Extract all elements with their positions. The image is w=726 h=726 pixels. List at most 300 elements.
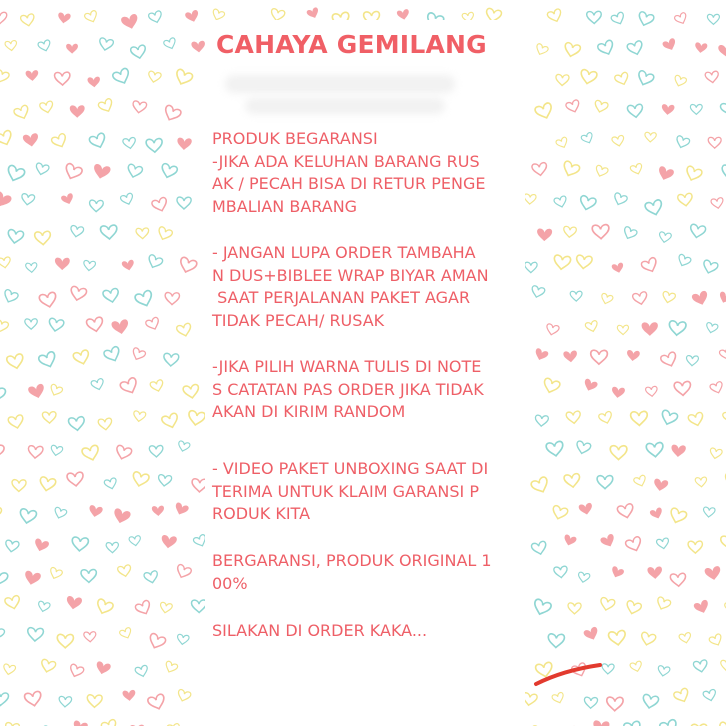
heart-icon bbox=[0, 570, 8, 587]
heart-icon bbox=[34, 163, 49, 177]
heart-icon bbox=[25, 319, 38, 330]
heart-icon bbox=[177, 137, 192, 150]
heart-icon bbox=[695, 477, 707, 487]
heart-icon bbox=[5, 165, 25, 184]
heart-icon bbox=[89, 132, 108, 150]
text-line: - JANGAN LUPA ORDER TAMBAHA bbox=[212, 243, 476, 262]
heart-icon bbox=[162, 104, 182, 123]
heart-icon bbox=[48, 318, 65, 333]
heart-icon bbox=[23, 570, 41, 586]
heart-icon bbox=[54, 72, 70, 85]
heart-icon bbox=[617, 503, 635, 519]
text-line: AKAN DI KIRIM RANDOM bbox=[212, 402, 406, 421]
text-line: TIDAK PECAH/ RUSAK bbox=[212, 310, 385, 330]
heart-icon bbox=[63, 163, 83, 182]
warranty-notice bbox=[212, 128, 485, 218]
heart-icon bbox=[551, 692, 565, 705]
heart-icon bbox=[69, 286, 87, 302]
heart-icon bbox=[612, 192, 628, 207]
heart-icon bbox=[565, 99, 581, 114]
heart-icon bbox=[81, 569, 97, 582]
heart-icon bbox=[102, 288, 120, 304]
heart-icon bbox=[644, 199, 664, 217]
heart-icon bbox=[152, 506, 165, 517]
heart-icon bbox=[98, 418, 113, 431]
heart-icon bbox=[722, 410, 726, 424]
heart-icon bbox=[51, 133, 69, 150]
heart-icon bbox=[611, 135, 625, 147]
heart-icon bbox=[584, 697, 598, 709]
heart-icon bbox=[679, 632, 692, 644]
heart-icon bbox=[563, 350, 578, 363]
heart-icon bbox=[675, 135, 691, 149]
heart-icon bbox=[147, 693, 167, 711]
heart-icon bbox=[13, 105, 31, 121]
heart-icon bbox=[585, 320, 599, 333]
heart-icon bbox=[34, 231, 51, 245]
heart-icon bbox=[57, 12, 71, 24]
heart-icon bbox=[132, 101, 147, 114]
heart-icon bbox=[633, 475, 647, 488]
heart-icon bbox=[617, 325, 628, 334]
heart-icon bbox=[57, 634, 73, 648]
heart-icon bbox=[4, 595, 21, 610]
heart-icon bbox=[112, 68, 132, 87]
heart-icon bbox=[160, 535, 177, 550]
heart-icon bbox=[636, 70, 655, 87]
heart-icon bbox=[554, 566, 568, 578]
heart-icon bbox=[582, 378, 598, 393]
heart-icon bbox=[20, 14, 35, 27]
heart-icon bbox=[120, 193, 135, 206]
heart-icon bbox=[703, 689, 718, 702]
heart-icon bbox=[707, 14, 719, 24]
heart-icon bbox=[177, 634, 190, 645]
page-title: CAHAYA GEMILANG bbox=[216, 30, 487, 59]
heart-icon bbox=[640, 632, 657, 647]
heart-icon bbox=[70, 225, 84, 238]
heart-icon bbox=[645, 132, 657, 142]
heart-icon bbox=[708, 137, 721, 148]
heart-icon bbox=[83, 260, 96, 271]
heart-icon bbox=[146, 138, 163, 152]
heart-icon bbox=[37, 601, 50, 613]
heart-icon bbox=[134, 600, 152, 617]
heart-icon bbox=[610, 566, 625, 580]
heart-icon bbox=[626, 350, 640, 362]
heart-icon bbox=[98, 98, 115, 114]
heart-icon bbox=[694, 42, 707, 54]
text-line: -JIKA PILIH WARNA TULIS DI NOTE bbox=[212, 357, 482, 376]
heart-icon bbox=[642, 322, 659, 336]
heart-icon bbox=[578, 195, 596, 211]
heart-icon bbox=[163, 37, 177, 50]
heart-icon bbox=[693, 599, 711, 615]
heart-icon bbox=[661, 104, 675, 116]
text-line: - VIDEO PAKET UNBOXING SAAT DI bbox=[212, 459, 489, 478]
heart-icon bbox=[0, 12, 7, 23]
heart-icon bbox=[121, 259, 135, 271]
heart-icon bbox=[531, 541, 548, 556]
heart-icon bbox=[705, 322, 718, 334]
heart-icon bbox=[591, 350, 608, 364]
heart-icon bbox=[556, 74, 570, 86]
heart-icon bbox=[91, 378, 106, 391]
heart-icon bbox=[668, 321, 686, 336]
heart-icon bbox=[721, 165, 726, 180]
heart-icon bbox=[566, 411, 581, 424]
heart-icon bbox=[705, 71, 719, 84]
heart-icon bbox=[68, 664, 84, 679]
heart-icon bbox=[156, 226, 173, 242]
heart-icon bbox=[545, 323, 559, 336]
heart-icon bbox=[575, 440, 591, 455]
heart-icon bbox=[88, 505, 103, 518]
heart-icon bbox=[608, 630, 626, 646]
heart-icon bbox=[630, 661, 643, 673]
heart-icon bbox=[717, 291, 726, 305]
heart-icon bbox=[60, 193, 75, 206]
heart-icon bbox=[632, 291, 648, 305]
heart-icon bbox=[129, 535, 142, 546]
heart-icon bbox=[27, 627, 44, 641]
heart-icon bbox=[577, 572, 590, 583]
heart-icon bbox=[623, 721, 641, 726]
heart-icon bbox=[676, 254, 691, 268]
heart-icon bbox=[622, 226, 638, 241]
heart-icon bbox=[143, 570, 159, 584]
heart-icon bbox=[592, 224, 609, 239]
heart-icon bbox=[661, 291, 676, 304]
heart-icon bbox=[630, 163, 644, 176]
heart-icon bbox=[587, 11, 602, 23]
heart-icon bbox=[570, 291, 582, 301]
heart-icon bbox=[50, 445, 63, 457]
heart-icon bbox=[0, 692, 9, 705]
heart-icon bbox=[164, 661, 179, 675]
heart-icon bbox=[659, 719, 679, 726]
heart-icon bbox=[84, 10, 99, 24]
heart-icon bbox=[576, 255, 593, 270]
heart-icon bbox=[6, 353, 25, 370]
heart-icon bbox=[594, 165, 609, 179]
heart-icon bbox=[163, 353, 179, 366]
heart-icon bbox=[534, 102, 554, 121]
heart-icon bbox=[720, 660, 726, 671]
heart-icon bbox=[642, 694, 660, 710]
heart-icon bbox=[22, 133, 39, 148]
heart-icon bbox=[610, 446, 627, 460]
heart-icon bbox=[28, 445, 43, 458]
heart-icon bbox=[660, 409, 679, 426]
heart-icon bbox=[123, 137, 137, 149]
heart-icon bbox=[84, 632, 97, 643]
heart-icon bbox=[176, 689, 191, 703]
heart-icon bbox=[40, 659, 57, 674]
text-line: S CATATAN PAS ORDER JIKA TIDAK bbox=[212, 379, 484, 399]
heart-icon bbox=[92, 163, 111, 180]
heart-icon bbox=[122, 690, 136, 702]
heart-icon bbox=[547, 8, 564, 23]
heart-icon bbox=[0, 69, 10, 84]
heart-icon bbox=[33, 538, 50, 553]
heart-icon bbox=[19, 508, 37, 524]
heart-icon bbox=[8, 414, 25, 429]
heart-icon bbox=[693, 660, 708, 674]
heart-icon bbox=[98, 37, 114, 51]
heart-icon bbox=[611, 386, 625, 398]
heart-icon bbox=[87, 695, 102, 708]
heart-icon bbox=[73, 349, 91, 366]
heart-icon bbox=[158, 474, 172, 486]
heart-icon bbox=[120, 13, 140, 31]
heart-icon bbox=[704, 566, 722, 582]
heart-icon bbox=[563, 42, 581, 58]
heart-icon bbox=[637, 11, 655, 27]
heart-icon bbox=[176, 323, 193, 338]
heart-icon bbox=[564, 473, 581, 488]
heart-icon bbox=[151, 197, 169, 213]
heart-icon bbox=[38, 351, 58, 369]
heart-icon bbox=[21, 193, 35, 205]
heart-icon bbox=[525, 262, 538, 272]
heart-icon bbox=[95, 598, 114, 616]
heart-icon bbox=[159, 602, 173, 614]
heart-icon bbox=[647, 566, 662, 579]
heart-icon bbox=[112, 508, 132, 526]
heart-icon bbox=[175, 564, 192, 580]
heart-icon bbox=[645, 386, 658, 397]
heart-icon bbox=[95, 661, 112, 676]
heart-icon bbox=[185, 9, 201, 23]
heart-icon bbox=[2, 664, 16, 676]
heart-icon bbox=[70, 105, 85, 117]
heart-icon bbox=[641, 257, 660, 275]
heart-icon bbox=[535, 415, 549, 427]
heart-icon bbox=[524, 194, 536, 205]
heart-icon bbox=[703, 507, 715, 518]
heart-icon bbox=[177, 440, 190, 452]
heart-icon bbox=[147, 71, 161, 84]
heart-icon bbox=[662, 37, 678, 52]
text-line: MBALIAN BARANG bbox=[212, 196, 358, 216]
text-line: PRODUK BEGARANSI bbox=[212, 129, 378, 148]
heart-icon bbox=[59, 696, 72, 707]
heart-icon bbox=[657, 665, 670, 677]
heart-icon bbox=[2, 289, 19, 305]
heart-icon bbox=[670, 573, 686, 587]
heart-icon bbox=[53, 507, 67, 520]
heart-icon bbox=[674, 381, 691, 396]
heart-icon bbox=[101, 719, 119, 726]
heart-icon bbox=[65, 596, 82, 611]
heart-icon bbox=[149, 445, 163, 457]
heart-icon bbox=[578, 502, 593, 516]
heart-icon bbox=[660, 351, 679, 368]
heart-icon bbox=[717, 721, 726, 726]
heart-icon bbox=[173, 68, 193, 87]
heart-icon bbox=[673, 75, 687, 88]
heart-icon bbox=[653, 478, 669, 492]
heart-icon bbox=[530, 285, 545, 299]
heart-icon bbox=[71, 537, 88, 552]
heart-icon bbox=[534, 43, 549, 57]
heart-icon bbox=[709, 448, 723, 460]
heart-icon bbox=[126, 164, 143, 179]
heart-icon bbox=[72, 720, 89, 726]
heart-icon bbox=[592, 720, 609, 726]
heart-icon bbox=[160, 163, 178, 180]
heart-icon bbox=[146, 254, 163, 270]
heart-icon bbox=[39, 292, 58, 309]
heart-icon bbox=[37, 39, 51, 52]
heart-icon bbox=[581, 132, 595, 145]
heart-icon bbox=[686, 355, 699, 366]
heart-icon bbox=[532, 162, 548, 176]
heart-icon bbox=[117, 564, 132, 577]
heart-icon bbox=[625, 536, 644, 553]
heart-icon bbox=[145, 317, 161, 332]
heart-icon bbox=[677, 193, 693, 207]
heart-icon bbox=[598, 411, 613, 425]
heart-icon bbox=[701, 259, 718, 275]
heart-icon bbox=[562, 534, 577, 547]
heart-icon bbox=[55, 258, 70, 271]
heart-icon bbox=[68, 416, 85, 431]
heart-icon bbox=[87, 76, 100, 88]
heart-icon bbox=[630, 411, 647, 426]
heart-icon bbox=[561, 160, 581, 178]
heart-icon bbox=[548, 634, 565, 648]
heart-icon bbox=[690, 104, 702, 114]
heart-icon bbox=[136, 228, 149, 239]
original-product-notice bbox=[212, 550, 492, 595]
heart-icon bbox=[130, 45, 147, 60]
text-line: 00% bbox=[212, 573, 248, 593]
heart-icon bbox=[66, 44, 78, 54]
heart-icon bbox=[597, 476, 613, 489]
heart-icon bbox=[720, 535, 726, 550]
heart-icon bbox=[106, 542, 119, 553]
heart-icon bbox=[671, 444, 686, 457]
heart-icon bbox=[89, 200, 103, 212]
heart-icon bbox=[148, 10, 163, 24]
heart-icon bbox=[165, 292, 180, 304]
text-line: AK / PECAH BISA DI RETUR PENGE bbox=[212, 174, 486, 193]
heart-icon bbox=[718, 44, 726, 57]
heart-icon bbox=[720, 101, 726, 117]
heart-icon bbox=[691, 290, 710, 307]
heart-icon bbox=[86, 317, 104, 333]
unboxing-video-notice bbox=[212, 458, 488, 526]
heart-icon bbox=[649, 507, 664, 521]
heart-icon bbox=[42, 412, 56, 424]
heart-icon bbox=[0, 626, 5, 641]
heart-icon bbox=[593, 100, 608, 114]
heart-icon bbox=[646, 442, 664, 457]
heart-icon bbox=[542, 378, 561, 395]
heart-icon bbox=[597, 39, 616, 56]
heart-icon bbox=[711, 197, 725, 209]
heart-icon bbox=[0, 319, 9, 333]
heart-icon bbox=[103, 346, 122, 364]
heart-icon bbox=[100, 225, 117, 240]
heart-icon bbox=[150, 379, 165, 393]
heart-icon bbox=[627, 40, 645, 56]
heart-icon bbox=[7, 229, 24, 244]
heart-icon bbox=[583, 626, 600, 642]
heart-icon bbox=[658, 232, 671, 244]
heart-icon bbox=[555, 137, 569, 150]
heart-icon bbox=[610, 12, 626, 27]
heart-icon bbox=[5, 540, 20, 553]
heart-icon bbox=[147, 633, 166, 651]
heart-icon bbox=[553, 196, 567, 209]
heart-icon bbox=[688, 412, 705, 428]
heart-icon bbox=[119, 377, 140, 396]
heart-icon bbox=[5, 40, 18, 51]
heart-icon bbox=[0, 130, 14, 148]
heart-icon bbox=[24, 691, 43, 707]
heart-icon bbox=[134, 290, 154, 309]
text-line: RODUK KITA bbox=[212, 504, 311, 523]
heart-icon bbox=[551, 505, 569, 521]
heart-icon bbox=[104, 477, 118, 490]
heart-icon bbox=[177, 197, 191, 209]
heart-icon bbox=[708, 633, 723, 647]
heart-icon bbox=[39, 101, 54, 114]
heart-icon bbox=[537, 228, 553, 241]
heart-icon bbox=[607, 697, 624, 711]
heart-icon bbox=[48, 384, 63, 398]
heart-icon bbox=[111, 319, 130, 336]
heart-icon bbox=[187, 410, 205, 426]
heart-icon bbox=[26, 263, 38, 273]
heart-icon bbox=[568, 603, 581, 614]
heart-icon bbox=[114, 445, 132, 461]
heart-icon bbox=[709, 381, 724, 395]
heart-icon bbox=[183, 384, 200, 399]
text-line: SAAT PERJALANAN PAKET AGAR bbox=[212, 288, 471, 307]
heart-icon bbox=[81, 445, 100, 463]
heart-icon bbox=[178, 257, 198, 275]
heart-icon bbox=[532, 598, 552, 616]
heart-icon bbox=[119, 627, 133, 640]
heart-icon bbox=[130, 347, 146, 362]
heart-icon bbox=[0, 385, 6, 402]
heart-icon bbox=[719, 348, 726, 361]
heart-icon bbox=[674, 12, 689, 26]
heart-icon bbox=[625, 600, 642, 616]
heart-icon bbox=[579, 69, 597, 85]
heart-icon bbox=[161, 413, 180, 430]
heart-icon bbox=[600, 293, 614, 305]
heart-icon bbox=[684, 165, 703, 182]
heart-icon bbox=[668, 507, 687, 525]
heart-icon bbox=[191, 40, 206, 53]
heart-icon bbox=[5, 722, 20, 726]
heart-icon bbox=[533, 348, 549, 363]
order-invitation bbox=[212, 620, 427, 643]
text-line: N DUS+BIBLEE WRAP BIYAR AMAN bbox=[212, 265, 489, 285]
heart-icon bbox=[689, 224, 706, 239]
packing-notice bbox=[212, 242, 489, 332]
heart-icon bbox=[12, 480, 26, 492]
heart-icon bbox=[599, 597, 615, 612]
heart-icon bbox=[306, 7, 321, 20]
heart-icon bbox=[600, 533, 617, 549]
heart-icon bbox=[546, 441, 565, 457]
